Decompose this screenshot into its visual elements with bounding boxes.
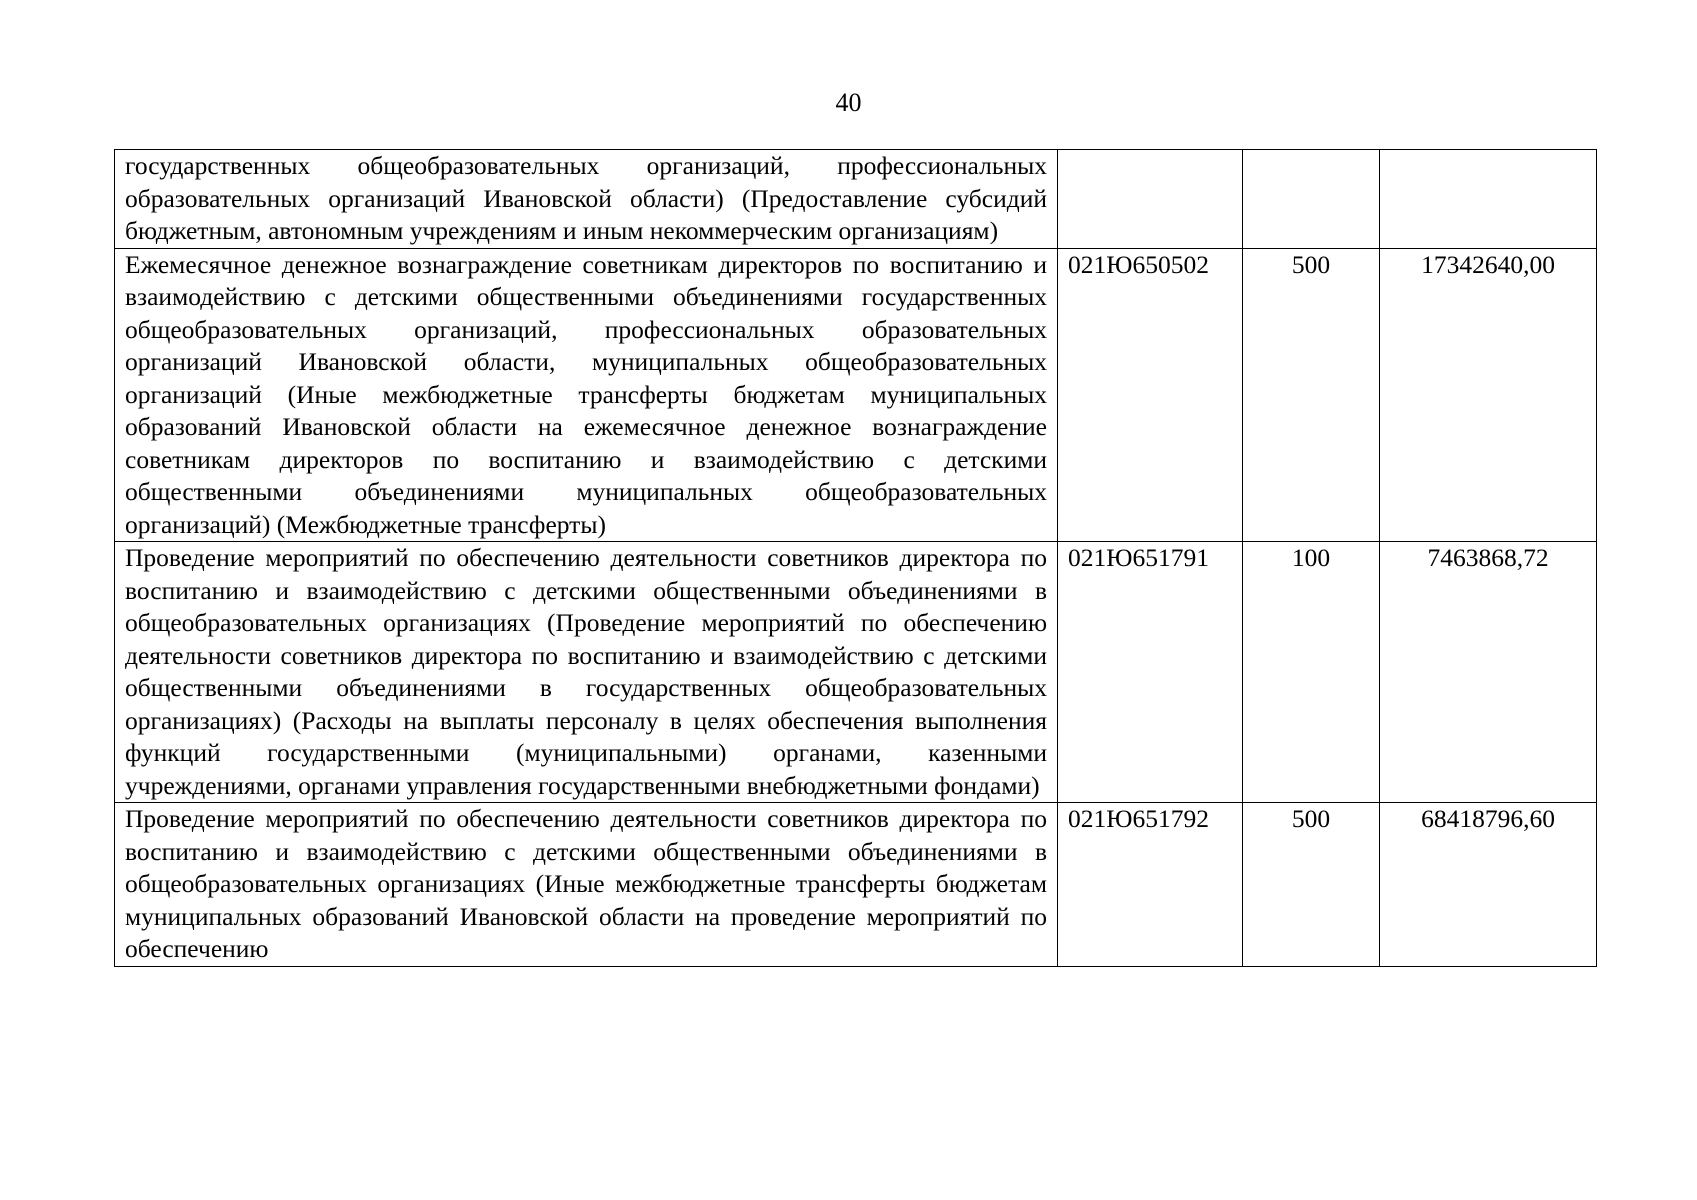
row-sum-cell: 17342640,00 [1380, 248, 1597, 542]
table-row [115, 803, 1597, 967]
budget-table [114, 149, 1597, 967]
row-sum-cell: 68418796,60 [1380, 803, 1597, 967]
row-code-cell: 021Ю651791 [1058, 542, 1243, 803]
row-sum-cell [1380, 150, 1597, 249]
row-code-cell [1058, 150, 1243, 249]
row-name-cell: Ежемесячное денежное вознаграждение советникам директоров по воспитанию и взаимодействию с детскими общественными объединениями государственных общеобразовательных организаций, профессиональных образовательных организаций Ивановской области, муниципальных общеобразовательных организаций (Иные межбюджетные трансферты бюджетам муниципальных образований Ивановской области на ежемесячное денежное вознаграждение советникам директоров по воспитанию и взаимодействию с детскими общественными объединениями муниципальных общеобразовательных организаций) (Межбюджетные трансферты) [115, 248, 1058, 542]
page-number: 40 [835, 88, 862, 117]
row-name-cell: Проведение мероприятий по обеспечению деятельности советников директора по воспитанию и взаимодействию с детскими общественными объединениями в общеобразовательных организациях (Проведение мероприятий по обеспечению деятельности советников директора по воспитанию и взаимодействию с детскими общественными объединениями в государственных общеобразовательных организациях) (Расходы на выплаты персоналу в целях обеспечения выполнения функций государственными (муниципальными) органами, казенными учреждениями, органами управления государственными внебюджетными фондами) [115, 542, 1058, 803]
row-sum-cell: 7463868,72 [1380, 542, 1597, 803]
table-row [115, 542, 1597, 803]
row-type-cell: 100 [1243, 542, 1380, 803]
row-type-cell [1243, 150, 1380, 249]
row-type-cell: 500 [1243, 248, 1380, 542]
table-row [115, 248, 1597, 542]
row-type-cell: 500 [1243, 803, 1380, 967]
row-name-cell: Проведение мероприятий по обеспечению деятельности советников директора по воспитанию и взаимодействию с детскими общественными объединениями в общеобразовательных организациях (Иные межбюджетные трансферты бюджетам муниципальных образований Ивановской области на проведение мероприятий по обеспечению [115, 803, 1058, 967]
row-code-cell: 021Ю651792 [1058, 803, 1243, 967]
table-row [115, 150, 1597, 249]
row-code-cell: 021Ю650502 [1058, 248, 1243, 542]
row-name-cell: государственных общеобразовательных организаций, профессиональных образовательных организаций Ивановской области) (Предоставление субсидий бюджетным, автономным учреждениям и иным некоммерческим организациям) [115, 150, 1058, 249]
